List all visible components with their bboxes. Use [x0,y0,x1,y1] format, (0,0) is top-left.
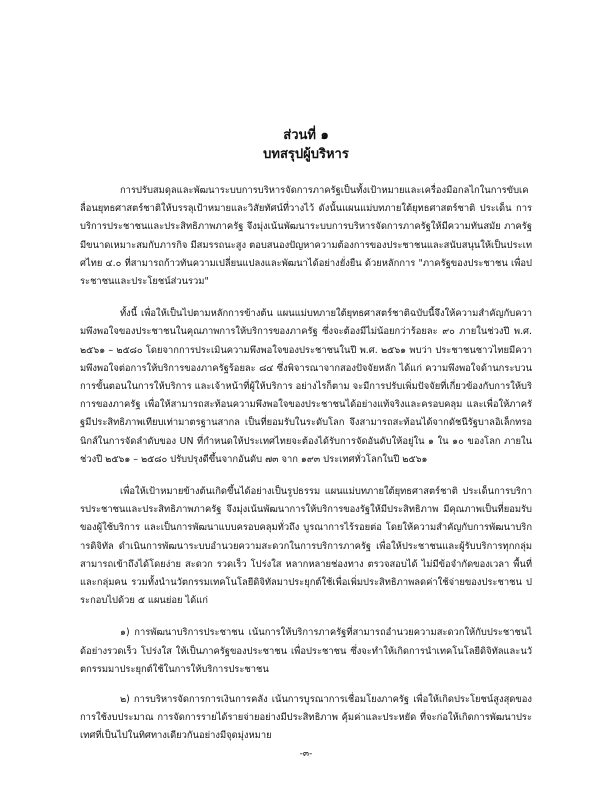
page-number: -๓- [299,749,313,759]
paragraph-2: ทั้งนี้ เพื่อให้เป็นไปตามหลักการข้างต้น แผนแม่บทภายใต้ยุทธศาสตร์ชาติฉบับนี้จึงให้ความสำคัญกับความพึงพอใจของประชาชนในคุณภาพการให้บริการของภาครัฐ ซึ่งจะต้องมีไม่น้อยกว่าร้อยละ ๙๐ ภายในช่วงปี พ.ศ. ๒๕๖๑ – ๒๕๘๐ โดยจากการประเมินความพึงพอใจของประชาชนในปี พ.ศ. ๒๕๖๑ พบว่า ประชาชนชาวไทยมีความพึงพอใจต่อการให้บริการของภาครัฐร้อยละ ๘๔ ซึ่งพิจารณาจากสองปัจจัยหลัก ได้แก่ ความพึงพอใจด้านกระบวนการขั้นตอนในการให้บริการ และเจ้าหน้าที่ผู้ให้บริการ อย่างไรก็ตาม จะมีการปรับเพิ่มปัจจัยที่เกี่ยวข้องกับการให้บริการของภาครัฐ เพื่อให้สามารถสะท้อนความพึงพอใจของประชาชนได้อย่างแท้จริงและครอบคลุม และเพื่อให้ภาครัฐมีประสิทธิภาพเทียบเท่ามาตรฐานสากล เป็นที่ยอมรับในระดับโลก จึงสามารถสะท้อนได้จากดัชนีรัฐบาลอิเล็กทรอนิกส์ในการจัดลำดับของ UN ที่กำหนดให้ประเทศไทยจะต้องได้รับการจัดอันดับให้อยู่ใน ๑ ใน ๑๐ ของโลก ภายในช่วงปี ๒๕๖๑ – ๒๕๘๐ ปรับปรุงดีขึ้นจากอันดับ ๗๓ จาก ๑๙๓ ประเทศทั่วโลกในปี ๒๕๖๑ [80,308,532,465]
document-body [80,182,532,746]
section-title: ส่วนที่ ๑ [283,128,329,143]
sub-item-1: ๑) การพัฒนาบริการประชาชน เน้นการให้บริการภาครัฐที่สามารถอำนวยความสะดวกให้กับประชาชนได้อย่างรวดเร็ว โปร่งใส ให้เป็นภาครัฐของประชาชน เพื่อประชาชน ซึ่งจะทำให้เกิดการนำเทคโนโลยีดิจิทัลและนวัตกรรมมาประยุกต์ใช้ในการให้บริการประชาชน [80,627,532,675]
paragraph-3: เพื่อให้เป้าหมายข้างต้นเกิดขึ้นได้อย่างเป็นรูปธรรม แผนแม่บทภายใต้ยุทธศาสตร์ชาติ ประเด็นการบริการประชาชนและประสิทธิภาพภาครัฐ จึงมุ่งเน้นพัฒนาการให้บริการของรัฐให้มีประสิทธิภาพ มีคุณภาพเป็นที่ยอมรับของผู้ใช้บริการ และเป็นการพัฒนาแบบครอบคลุมทั่วถึง บูรณาการไร้รอยต่อ โดยให้ความสำคัญกับการพัฒนาบริการดิจิทัล ดำเนินการพัฒนาระบบอำนวยความสะดวกในการบริการภาครัฐ เพื่อให้ประชาชนและผู้รับบริการทุกกลุ่มสามารถเข้าถึงได้โดยง่าย สะดวก รวดเร็ว โปร่งใส หลากหลายช่องทาง ตรวจสอบได้ ไม่มีข้อจำกัดของเวลา พื้นที่ และกลุ่มคน รวมทั้งนำนวัตกรรมเทคโนโลยีดิจิทัลมาประยุกต์ใช้เพื่อเพิ่มประสิทธิภาพลดค่าใช้จ่ายของประชาชน ประกอบไปด้วย ๕ แผนย่อย ได้แก่ [80,486,532,607]
section-subtitle: บทสรุปผู้บริหาร [263,147,349,162]
sub-item-2: ๒) การบริหารจัดการการเงินการคลัง เน้นการบูรณาการเชื่อมโยงภาครัฐ เพื่อให้เกิดประโยชน์สูงสุดของการใช้งบประมาณ การจัดการรายได้รายจ่ายอย่างมีประสิทธิภาพ คุ้มค่าและประหยัด ที่จะก่อให้เกิดการพัฒนาประเทศที่เป็นไปในทิศทางเดียวกันอย่างมีจุดมุ่งหมาย [80,694,532,742]
paragraph-1: การปรับสมดุลและพัฒนาระบบการบริหารจัดการภาครัฐเป็นทั้งเป้าหมายและเครื่องมือกลไกในการขับเคลื่อนยุทธศาสตร์ชาติให้บรรลุเป้าหมายและวิสัยทัศน์ที่วางไว้ ดังนั้นแผนแม่บทภายใต้ยุทธศาสตร์ชาติ ประเด็น การบริการประชาชนและประสิทธิภาพภาครัฐ จึงมุ่งเน้นพัฒนาระบบการบริหารจัดการภาครัฐให้มีความทันสมัย ภาครัฐมีขนาดเหมาะสมกับภารกิจ มีสมรรถนะสูง ตอบสนองปัญหาความต้องการของประชาชนและสนับสนุนให้เป็นประเทศไทย ๔.๐ ที่สามารถก้าวทันความเปลี่ยนแปลงและพัฒนาได้อย่างยั่งยืน ด้วยหลักการ "ภาครัฐของประชาชน เพื่อประชาชนและประโยชน์ส่วนรวม" [80,185,532,288]
